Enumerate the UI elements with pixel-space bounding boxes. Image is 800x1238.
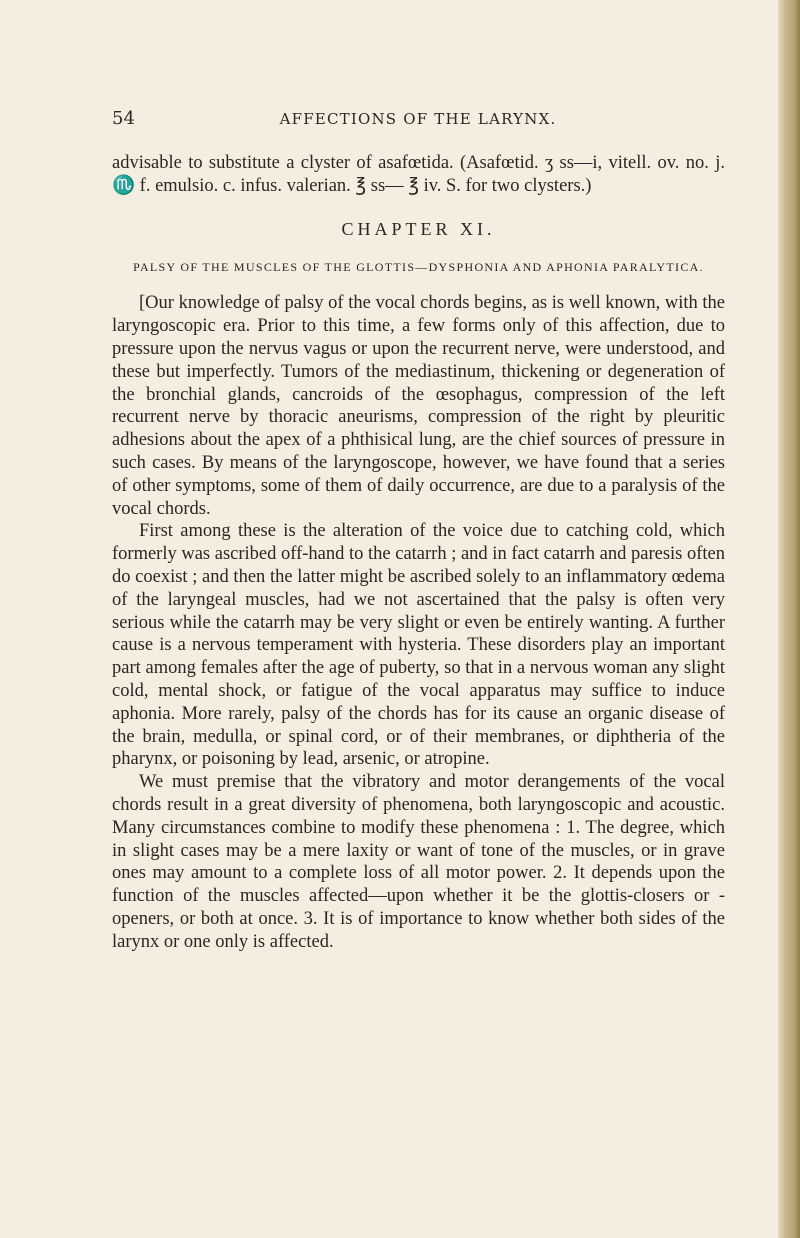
running-head: AFFECTIONS OF THE LARYNX. bbox=[279, 110, 557, 128]
opening-paragraph: advisable to substitute a clyster of asafœtida. (Asafœtid. ʒ ss—i, vitell. ov. no. j. ♏ f. emulsio. c. infus. valerian. ℥ ss— ℥ iv. S. for two clysters.) bbox=[112, 153, 725, 196]
chapter-subtitle: PALSY OF THE MUSCLES OF THE GLOTTIS—DYSPHONIA AND APHONIA PARALYTICA. bbox=[133, 260, 704, 275]
chapter-title: CHAPTER XI. bbox=[341, 218, 496, 239]
paragraph-causes: First among these is the alteration of the voice due to catching cold, which formerly was ascribed off-hand to the catarrh ; and in fact catarrh and paresis often do coexist ; and then the latter might be ascribed solely to an inflammatory œdema of the laryngeal muscles, had we not ascertained that the palsy is often very serious while the catarrh may be very slight or even be entirely wanting. A further cause is a nervous temperament with hysteria. These disorders play an important part among females after the age of puberty, so that in a nervous woman any slight cold, mental shock, or fatigue of the vocal apparatus may suffice to induce aphonia. More rarely, palsy of the chords has for its cause an organic disease of the brain, medulla, or spinal cord, or of their membranes, or diphtheria of the pharynx, or poisoning by lead, arsenic, or atropine. bbox=[112, 521, 725, 770]
page-header bbox=[112, 108, 724, 132]
body-text bbox=[112, 152, 725, 954]
page-number: 54 bbox=[112, 108, 135, 129]
paragraph-intro: [Our knowledge of palsy of the vocal chords begins, as is well known, with the laryngoscopic era. Prior to this time, a few forms only of this affection, due to pressure upon the nervus vagus or upon the recurrent nerve, were understood, and these but imperfectly. Tumors of the mediastinum, thickening or degeneration of the bronchial glands, cancroids of the œsophagus, compression of the left recurrent nerve by thoracic aneurisms, compression of the right by pleuritic adhesions about the apex of a phthisical lung, are the chief sources of pressure in such cases. By means of the laryngoscope, however, we have found that a series of other symptoms, some of them of daily occurrence, are due to a paralysis of the vocal chords. bbox=[112, 293, 725, 519]
paragraph-phenomena: We must premise that the vibratory and motor derangements of the vocal chords result in a great diversity of phenomena, both laryngoscopic and acoustic. Many circumstances combine to modify these phenomena : 1. The degree, which in slight cases may be a mere laxity or want of tone of the muscles, or in grave ones may amount to a complete loss of all motor power. 2. It depends upon the function of the muscles affected—upon whether it be the glottis-closers or -openers, or both at once. 3. It is of importance to know whether both sides of the larynx or one only is affected. bbox=[112, 772, 725, 952]
page-edge bbox=[778, 0, 800, 1238]
